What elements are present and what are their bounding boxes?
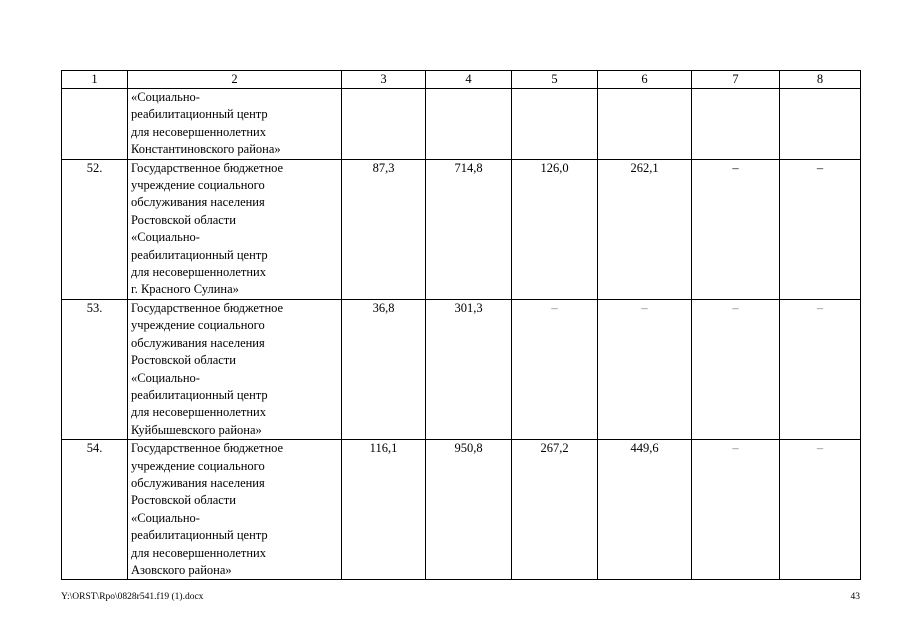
name-line: обслуживания населения bbox=[131, 335, 265, 350]
value-cell: – bbox=[598, 299, 692, 439]
name-line: «Социально- bbox=[131, 90, 200, 104]
row-number: 52. bbox=[62, 159, 128, 299]
column-header: 7 bbox=[692, 71, 780, 89]
name-line: Куйбышевского района» bbox=[131, 422, 262, 437]
row-number: 53. bbox=[62, 299, 128, 439]
name-line: для несовершеннолетних bbox=[131, 405, 266, 420]
value-cell: 262,1 bbox=[598, 159, 692, 299]
name-line: для несовершеннолетних bbox=[131, 124, 266, 139]
value-cell bbox=[598, 89, 692, 160]
name-line: для несовершеннолетних bbox=[131, 545, 266, 560]
value-cell: – bbox=[692, 440, 780, 580]
institution-name bbox=[128, 440, 342, 580]
name-line: Ростовской области bbox=[131, 353, 236, 368]
table-row bbox=[62, 299, 861, 439]
name-line: «Социально- bbox=[131, 230, 200, 245]
value-cell: – bbox=[692, 159, 780, 299]
name-line: обслуживания населения bbox=[131, 475, 265, 490]
row-number: 54. bbox=[62, 440, 128, 580]
name-line: г. Красного Сулина» bbox=[131, 282, 239, 297]
value-cell: 950,8 bbox=[426, 440, 512, 580]
value-cell: – bbox=[692, 299, 780, 439]
value-cell bbox=[426, 89, 512, 160]
footer-file-path: Y:\ORST\Rpo\0828r541.f19 (1).docx bbox=[61, 592, 204, 602]
value-cell: 714,8 bbox=[426, 159, 512, 299]
name-line: учреждение социального bbox=[131, 318, 265, 333]
institution-name bbox=[128, 299, 342, 439]
table-header-row bbox=[62, 71, 861, 89]
name-line: Ростовской области bbox=[131, 493, 236, 508]
name-line: обслуживания населения bbox=[131, 195, 265, 210]
value-cell: 301,3 bbox=[426, 299, 512, 439]
value-cell: 126,0 bbox=[512, 159, 598, 299]
name-line: Государственное бюджетное bbox=[131, 441, 284, 456]
name-line: учреждение социального bbox=[131, 178, 265, 193]
value-cell: 116,1 bbox=[342, 440, 426, 580]
name-line: Константиновского района» bbox=[131, 142, 281, 157]
value-cell: – bbox=[780, 159, 861, 299]
name-line: реабилитационный центр bbox=[131, 247, 268, 262]
value-cell bbox=[342, 89, 426, 160]
value-cell: 87,3 bbox=[342, 159, 426, 299]
name-line: Государственное бюджетное bbox=[131, 160, 284, 175]
name-line: реабилитационный центр bbox=[131, 387, 268, 402]
name-line: «Социально- bbox=[131, 370, 200, 385]
name-line: Азовского района» bbox=[131, 562, 232, 577]
data-table bbox=[61, 70, 861, 580]
table-row bbox=[62, 159, 861, 299]
row-number bbox=[62, 89, 128, 160]
institution-name bbox=[128, 89, 342, 160]
name-line: реабилитационный центр bbox=[131, 528, 268, 543]
name-line: Ростовской области bbox=[131, 212, 236, 227]
name-line: учреждение социального bbox=[131, 458, 265, 473]
value-cell: 449,6 bbox=[598, 440, 692, 580]
column-header: 5 bbox=[512, 71, 598, 89]
value-cell: – bbox=[512, 299, 598, 439]
table-row bbox=[62, 440, 861, 580]
column-header: 3 bbox=[342, 71, 426, 89]
name-line: «Социально- bbox=[131, 510, 200, 525]
value-cell bbox=[512, 89, 598, 160]
value-cell: 36,8 bbox=[342, 299, 426, 439]
table-row bbox=[62, 89, 861, 160]
name-line: Государственное бюджетное bbox=[131, 300, 284, 315]
value-cell bbox=[780, 89, 861, 160]
name-line: реабилитационный центр bbox=[131, 107, 268, 122]
value-cell: – bbox=[780, 299, 861, 439]
column-header: 1 bbox=[62, 71, 128, 89]
institution-name bbox=[128, 159, 342, 299]
value-cell: – bbox=[780, 440, 861, 580]
value-cell bbox=[692, 89, 780, 160]
column-header: 4 bbox=[426, 71, 512, 89]
page-number: 43 bbox=[850, 592, 860, 602]
value-cell: 267,2 bbox=[512, 440, 598, 580]
column-header: 8 bbox=[780, 71, 861, 89]
column-header: 2 bbox=[128, 71, 342, 89]
name-line: для несовершеннолетних bbox=[131, 265, 266, 280]
column-header: 6 bbox=[598, 71, 692, 89]
